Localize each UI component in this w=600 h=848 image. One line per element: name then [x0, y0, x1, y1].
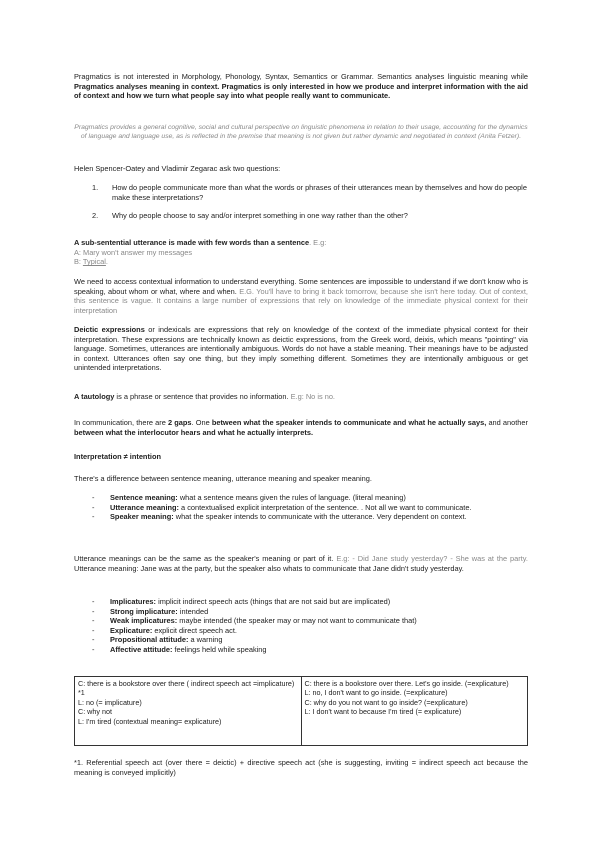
utterance-paragraph: Utterance meanings can be the same as the speaker's meaning or part of it. E.g: - Did Jane study yesterday? - She was at the party. Utterance meaning: Jane was at the party, but the speaker also whats to communicate that Jane didn't study yesterday. — [74, 554, 528, 573]
meanings-list — [74, 493, 528, 522]
implicature-item: - Strong implicature: intended — [74, 607, 528, 617]
implicature-item: - Affective attitude: feelings held while speaking — [74, 645, 528, 655]
footnote: *1. Referential speech act (over there = deictic) + directive speech act (she is suggesting, inviting = indirect speech act because the meaning is conveyed implicitly) — [74, 758, 528, 777]
example-line-b: B: Typical. — [74, 257, 108, 267]
implicature-item: - Weak implicatures: maybe intended (the speaker may or may not want to communicate that) — [74, 616, 528, 626]
implicature-item: - Implicatures: implicit indirect speech acts (things that are not said but are implicated) — [74, 597, 528, 607]
difference-paragraph: There's a difference between sentence meaning, utterance meaning and speaker meaning. — [74, 474, 372, 483]
questions-intro: Helen Spencer-Oatey and Vladimir Zegarac ask two questions: — [74, 164, 281, 173]
meaning-item: - Utterance meaning: a contextualised explicit interpretation of the sentence. . Not all we want to communicate. — [74, 503, 528, 513]
pragmatics-quote: Pragmatics provides a general cognitive, social and cultural perspective on linguistic phenomena in relation to their usage, accounting for the dynamics of language and language use, as is reflected in the premise that meaning is not given but rather dynamic and negotiated in context (Anita Fetzer). — [74, 124, 528, 140]
example-line-a: A: Mary won't answer my messages — [74, 247, 193, 257]
meaning-item: - Sentence meaning: what a sentence means given the rules of language. (literal meaning) — [74, 493, 528, 503]
subsentential-definition: A sub-sentential utterance is made with few words than a sentence. E.g: — [74, 238, 327, 247]
context-paragraph: We need to access contextual information to understand everything. Some sentences are impossible to understand if we don't know who is speaking, about whom or what, where and when. E.G. You'll have to bring it back tomorrow, because she isn't here today. Out of context, this sentence is vague. It contains a large number of expressions that rely on knowledge of the immediate physical context for their interpretation — [74, 277, 529, 315]
table-row — [75, 677, 528, 746]
questions-list — [74, 183, 528, 230]
implicature-conversation-cell: C: there is a bookstore over there ( indirect speech act =implicature) *1 L: no (= implicature) C: why not L: I'm tired (contextual meaning= explicature) — [75, 677, 302, 746]
deictic-paragraph: Deictic expressions or indexicals are expressions that rely on knowledge of the context of the immediate physical context for their interpretation. These expressions are technically known as deictic expressions, from the Greek word, deixis, which means "pointing" via language. Sometimes, utterances are intentionally ambiguous. Words do not have a stable meaning. Their meanings have to be adjusted in context. Utterances often say one thing, but they imply something different. Sometimes they are intentionally ambiguous or get unintended interpretations. — [74, 325, 528, 373]
intro-bold-text: Pragmatics analyses meaning in context. Pragmatics is only interested in how we produce and interpret information with the aid of context and how we turn what people say into what people really want to communicate. — [74, 81, 528, 101]
subsentential-section — [74, 238, 528, 267]
conversation-table — [74, 676, 528, 746]
tautology-paragraph: A tautology is a phrase or sentence that provides no information. E.g: No is no. — [74, 392, 335, 401]
interpretation-heading: Interpretation ≠ intention — [74, 452, 161, 461]
question-item: 2. Why do people choose to say and/or interpret something in one way rather than the other? — [92, 211, 408, 221]
question-item: 1. How do people communicate more than what the words or phrases of their utterances mean by themselves and how do people make these interpretations? — [92, 183, 527, 202]
implicatures-list — [74, 597, 528, 655]
meaning-item: - Speaker meaning: what the speaker intends to communicate with the utterance. Very dependent on context. — [74, 512, 528, 522]
explicature-conversation-cell: C: there is a bookstore over there. Let's go inside. (=explicature) L: no, I don't want to go inside. (=explicature) C: why do you not want to go inside? (=explicature) L: I don't want to because I'm tired (= explicature) — [301, 677, 528, 746]
implicature-item: - Propositional attitude: a warning — [74, 635, 528, 645]
intro-paragraph: Pragmatics is not interested in Morphology, Phonology, Syntax, Semantics or Grammar. Semantics analyses linguistic meaning while Pragmatics analyses meaning in context. Pragmatics is only interested in how we produce and interpret information with the aid of context and how we turn what people say into what people really want to communicate. — [74, 72, 528, 101]
gaps-paragraph: In communication, there are 2 gaps. One between what the speaker intends to communicate and what he actually says, and another between what the interlocutor hears and what he actually interprets. — [74, 418, 528, 437]
implicature-item: - Explicature: explicit direct speech act. — [74, 626, 528, 636]
